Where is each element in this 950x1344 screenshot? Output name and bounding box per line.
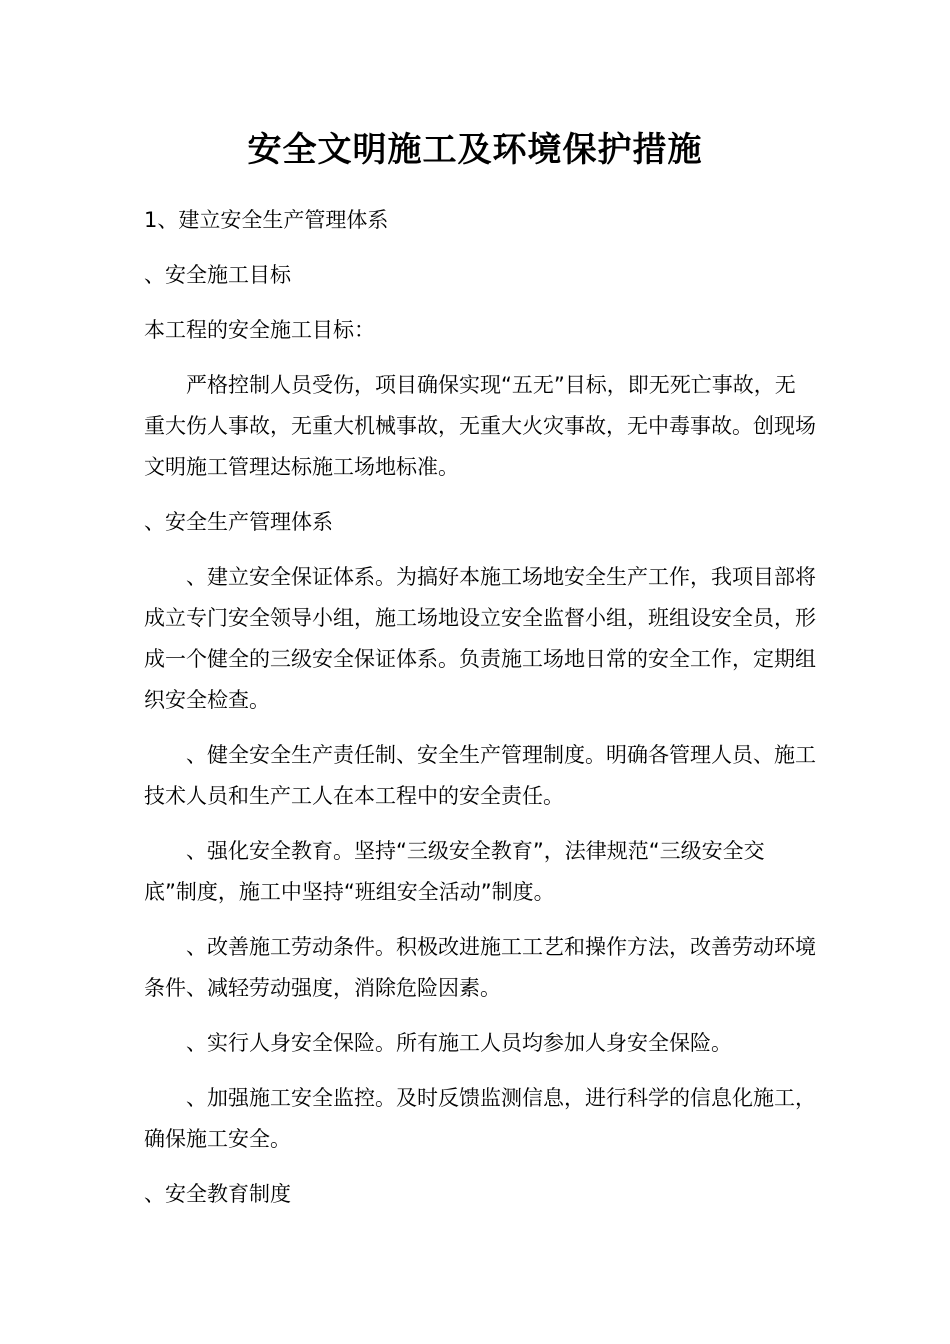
paragraph: 、强化安全教育。坚持“三级安全教育”，法律规范“三级安全交底”制度，施工中坚持“班组安全活动”制度。 [144, 839, 765, 904]
document-body [144, 200, 816, 1229]
section-heading: 1、建立安全生产管理体系 [144, 208, 389, 232]
paragraph: 严格控制人员受伤，项目确保实现“五无”目标，即无死亡事故，无重大伤人事故，无重大机械事故，无重大火灾事故，无中毒事故。创现场文明施工管理达标施工场地标准。 [144, 373, 816, 479]
paragraph: 、改善施工劳动条件。积极改进施工工艺和操作方法，改善劳动环境条件、减轻劳动强度，消除危险因素。 [144, 935, 816, 1000]
subsection-heading: 、安全生产管理体系 [144, 510, 333, 534]
paragraph: 、健全安全生产责任制、安全生产管理制度。明确各管理人员、施工技术人员和生产工人在本工程中的安全责任。 [144, 743, 816, 808]
document-title: 安全文明施工及环境保护措施 [247, 130, 703, 170]
paragraph: 、建立安全保证体系。为搞好本施工场地安全生产工作，我项目部将成立专门安全领导小组，施工场地设立安全监督小组，班组设安全员，形成一个健全的三级安全保证体系。负责施工场地日常的安全工作，定期组织安全检查。 [144, 565, 816, 712]
paragraph: 、加强施工安全监控。及时反馈监测信息，进行科学的信息化施工，确保施工安全。 [144, 1086, 816, 1151]
subsection-heading: 、安全教育制度 [144, 1182, 291, 1206]
paragraph-lead: 本工程的安全施工目标： [144, 318, 375, 342]
subsection-heading: 、安全施工目标 [144, 263, 291, 287]
paragraph: 、实行人身安全保险。所有施工人员均参加人身安全保险。 [186, 1031, 732, 1055]
